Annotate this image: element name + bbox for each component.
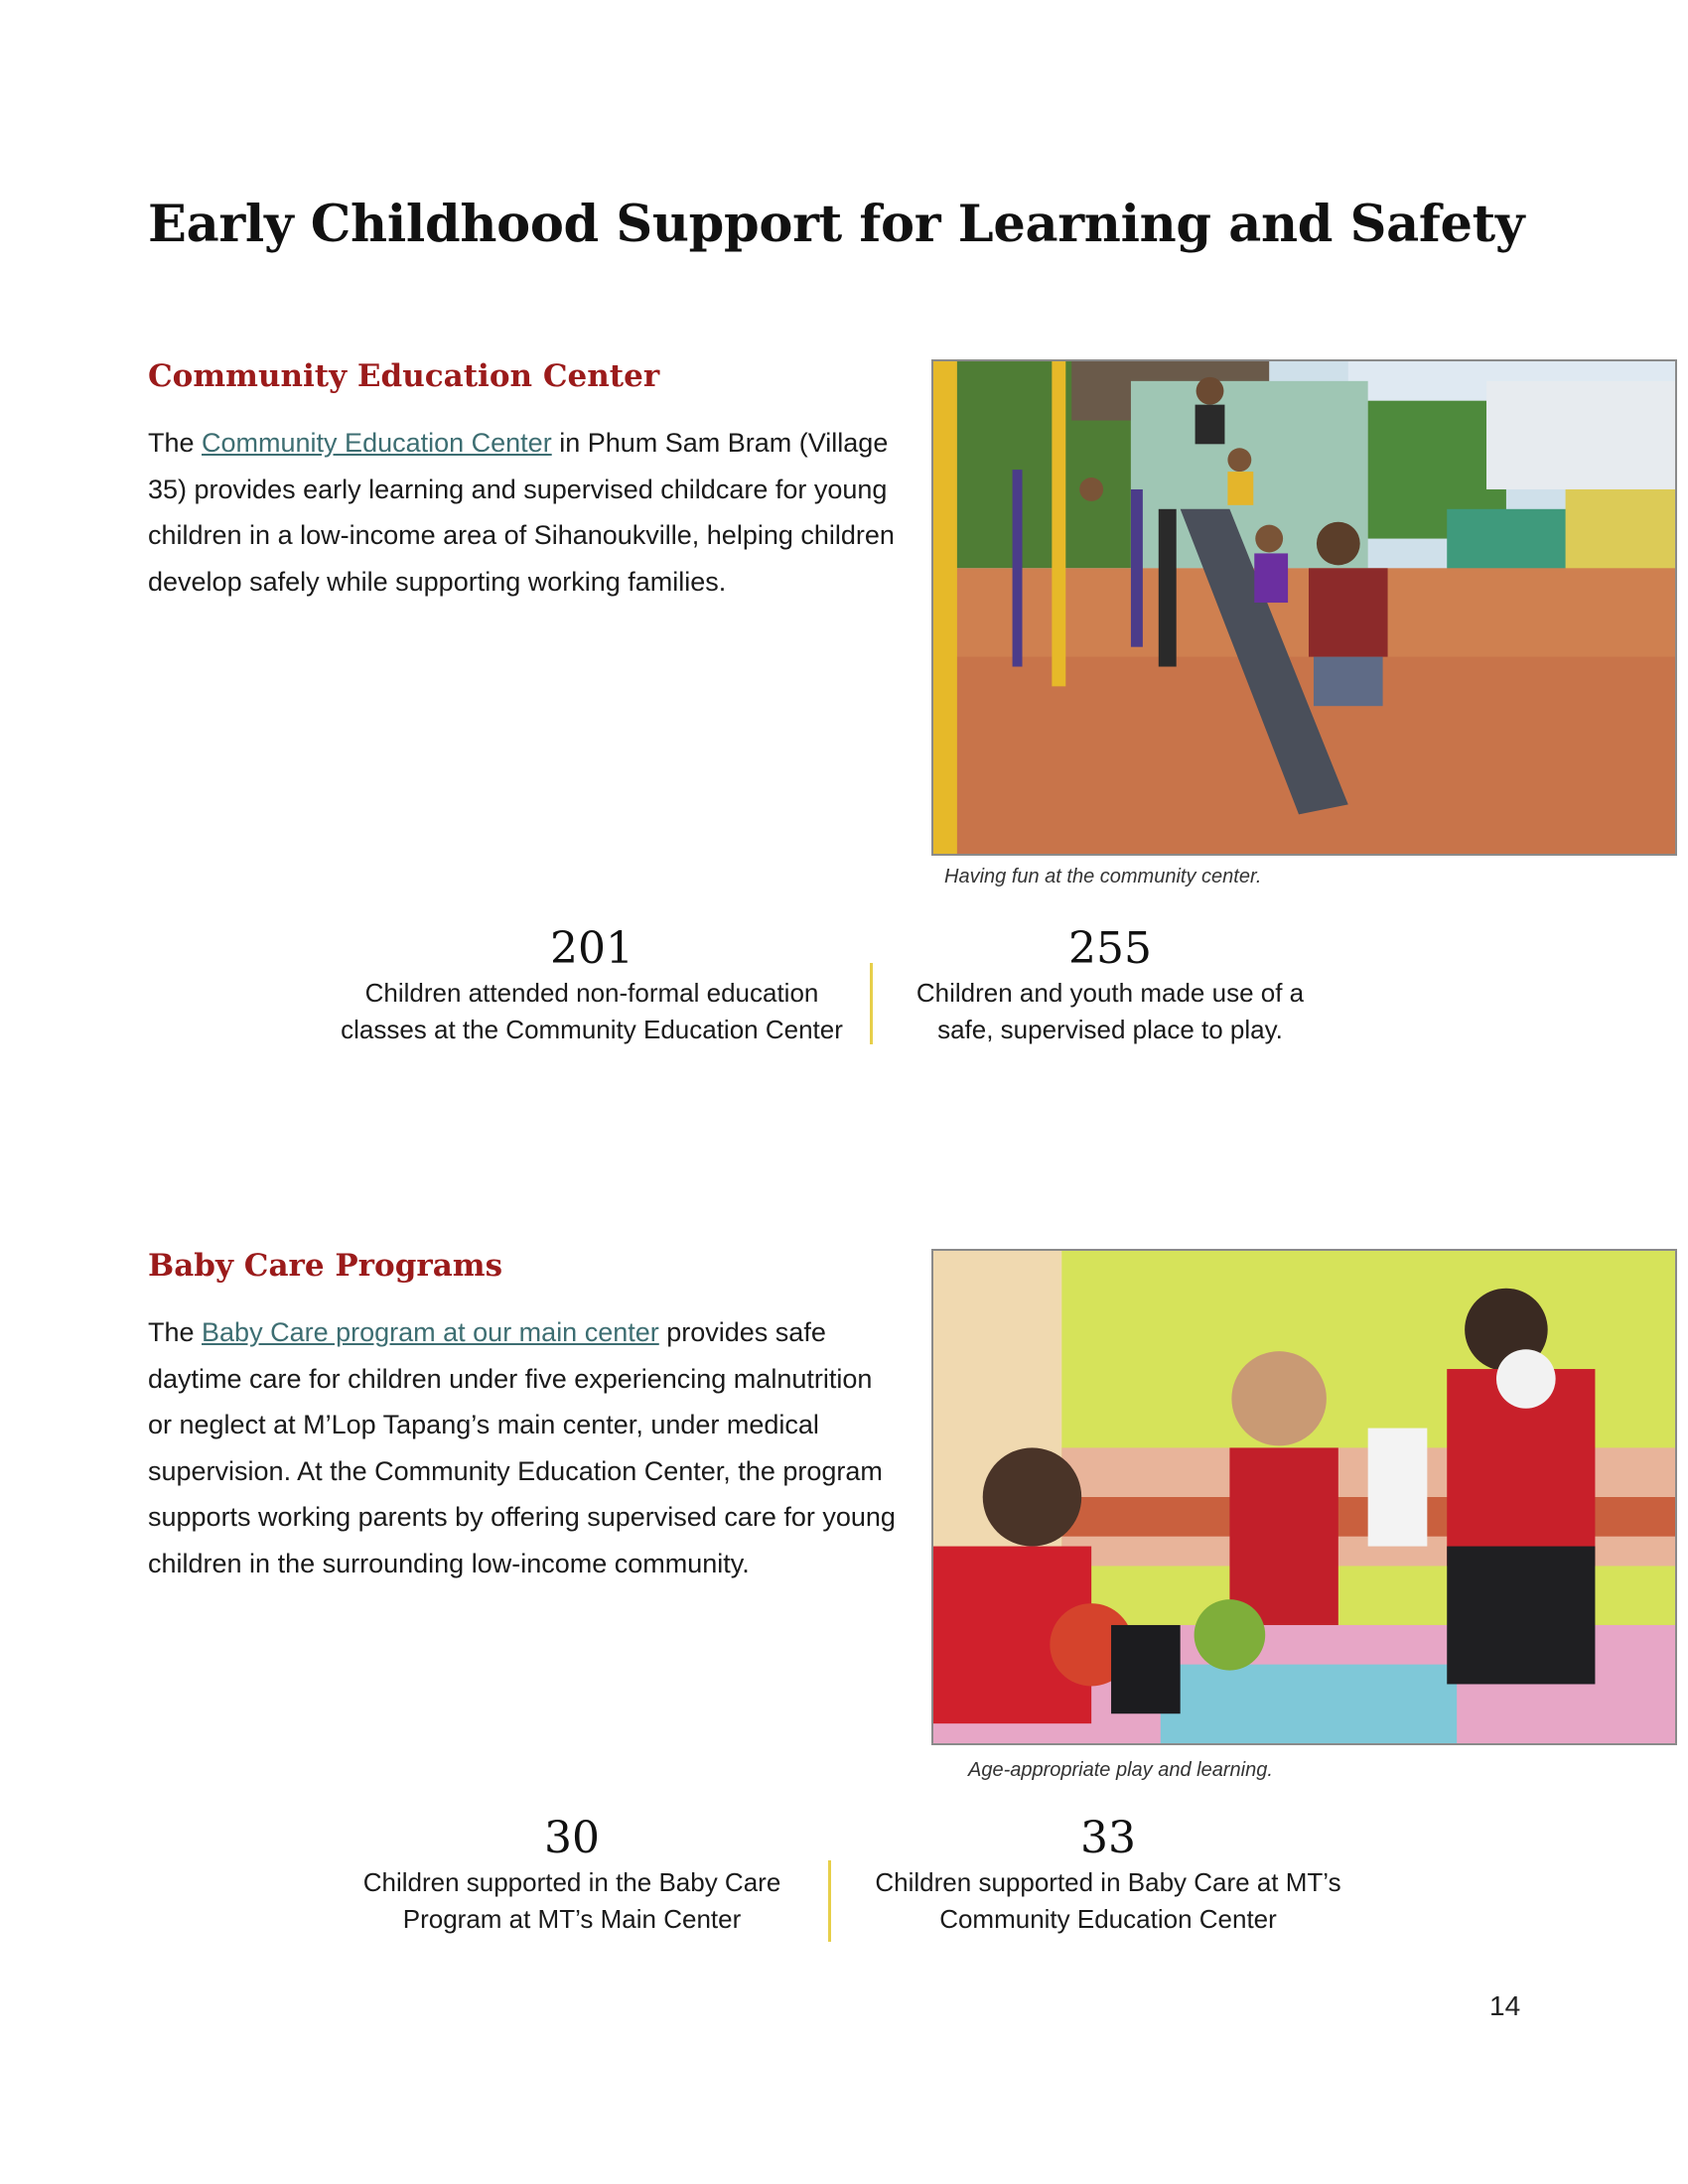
baby-care-body-prefix: The bbox=[148, 1317, 203, 1347]
baby-care-body bbox=[148, 1309, 903, 1586]
community-education-center-link[interactable]: Community Education Center bbox=[202, 428, 552, 458]
community-center-photo bbox=[931, 359, 1677, 856]
stat-divider bbox=[828, 1860, 831, 1942]
baby-care-body-suffix: provides safe daytime care for children under five experiencing malnutrition or neglect at M’Lop Tapang’s main center, under medical supervision. At the Community Education Center, the program supports working parents by offering supervised care for young children in the surrounding low-income community. bbox=[148, 1317, 896, 1578]
baby-care-heading: Baby Care Programs bbox=[148, 1248, 503, 1284]
community-body-suffix: in Phum Sam Bram (Village 35) provides early learning and supervised childcare for young children in a low-income area of Sihanoukville, helping children develop safely while supporting working families. bbox=[148, 428, 895, 597]
baby-care-play-illustration bbox=[933, 1251, 1675, 1743]
stat-safe-play-place bbox=[887, 923, 1334, 1048]
community-education-heading: Community Education Center bbox=[148, 358, 660, 394]
stat-label: Children supported in the Baby Care Program at MT’s Main Center bbox=[362, 1867, 781, 1934]
community-body-prefix: The bbox=[148, 428, 203, 458]
children-on-slide-illustration bbox=[933, 361, 1675, 854]
page-title: Early Childhood Support for Learning and Safety bbox=[148, 195, 1525, 254]
stat-value: 30 bbox=[544, 1813, 600, 1863]
baby-care-photo bbox=[931, 1249, 1677, 1745]
stat-non-formal-education bbox=[334, 923, 850, 1048]
stat-label: Children and youth made use of a safe, supervised place to play. bbox=[915, 978, 1305, 1044]
stat-divider bbox=[870, 963, 873, 1044]
stat-value: 201 bbox=[550, 923, 633, 974]
stat-baby-care-main-center bbox=[344, 1813, 800, 1938]
baby-care-program-link[interactable]: Baby Care program at our main center bbox=[202, 1317, 659, 1347]
baby-care-photo-caption: Age-appropriate play and learning. bbox=[968, 1759, 1273, 1781]
community-photo-caption: Having fun at the community center. bbox=[944, 866, 1262, 887]
stat-value: 255 bbox=[1068, 923, 1152, 974]
stat-value: 33 bbox=[1080, 1813, 1136, 1863]
community-education-body bbox=[148, 420, 903, 605]
stat-label: Children supported in Baby Care at MT’s Community Education Center bbox=[875, 1867, 1341, 1934]
page-number: 14 bbox=[1489, 1990, 1521, 2021]
stat-baby-care-community-center bbox=[850, 1813, 1366, 1938]
stat-label: Children attended non-formal education classes at the Community Education Center bbox=[341, 978, 843, 1044]
